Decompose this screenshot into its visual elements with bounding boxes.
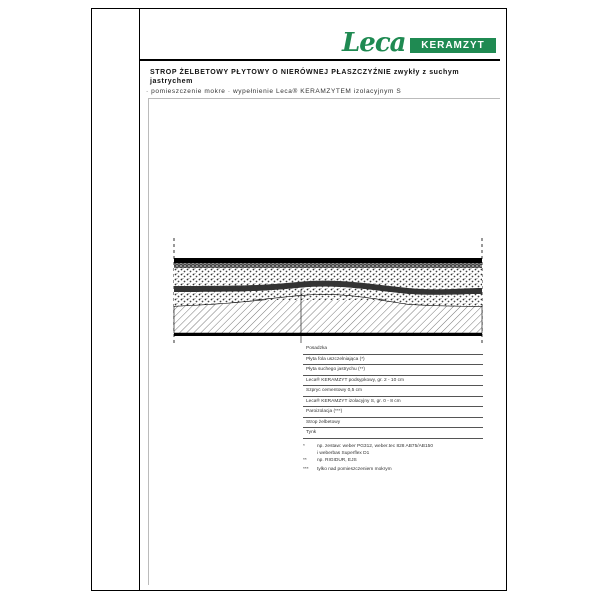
legend-row: Leca® KERAMZYT podsypkowy, gr. 2 - 10 cm [303, 376, 483, 387]
footnote [303, 466, 433, 473]
binding-margin-line [139, 8, 140, 591]
legend-row: Paroizolacja (***) [303, 407, 483, 418]
footnote-text: np. RIGIDUR, EJS [317, 458, 357, 463]
footnote-text: i weberbas Superflex D1 [317, 451, 370, 456]
floor-section-drawing [168, 238, 488, 343]
logo-wordmark: Leca [342, 28, 406, 58]
page-title: STROP ŻELBETOWY PŁYTOWY O NIERÓWNEJ PŁASZCZYŹNIE zwykły z suchym jastrychem [150, 69, 460, 85]
legend-row: Strop żelbetowy [303, 418, 483, 429]
layer-legend [303, 344, 483, 439]
footnote [303, 443, 433, 450]
legend-row: Płyta fola uszczelniająca (*) [303, 355, 483, 366]
page-subtitle: · pomieszczenie mokre · wypełnienie Leca® KERAMZYTEM izolacyjnym S [146, 88, 402, 95]
layer-floor-finish [174, 258, 482, 263]
footnote-mark: ** [303, 458, 307, 463]
footnote-text: tylko nad pomieszczeniem mokrym [317, 467, 392, 472]
layer-dry-screed [174, 263, 482, 268]
footnotes [303, 443, 433, 473]
legend-row: Posadzka [303, 344, 483, 355]
legend-row: Leca® KERAMZYT izolacyjny S, gr. 0 - 8 cm [303, 397, 483, 408]
legend-row: Płyta suchego jastrychu (**) [303, 365, 483, 376]
legend-row: Tynk [303, 428, 483, 439]
footnote-mark: *** [303, 467, 309, 472]
footnote [303, 457, 433, 464]
footnote-text: np. zestaw: weber PG312, weber.tec 828 AB75/AB150 [317, 444, 433, 449]
footnote-mark: * [303, 444, 305, 449]
logo-keramzyt-badge: KERAMZYT [410, 38, 496, 53]
legend-row: Szpryc cementowy 0,5 cm [303, 386, 483, 397]
footnote [303, 450, 433, 457]
title-divider [140, 59, 500, 61]
layer-plaster [174, 333, 482, 336]
